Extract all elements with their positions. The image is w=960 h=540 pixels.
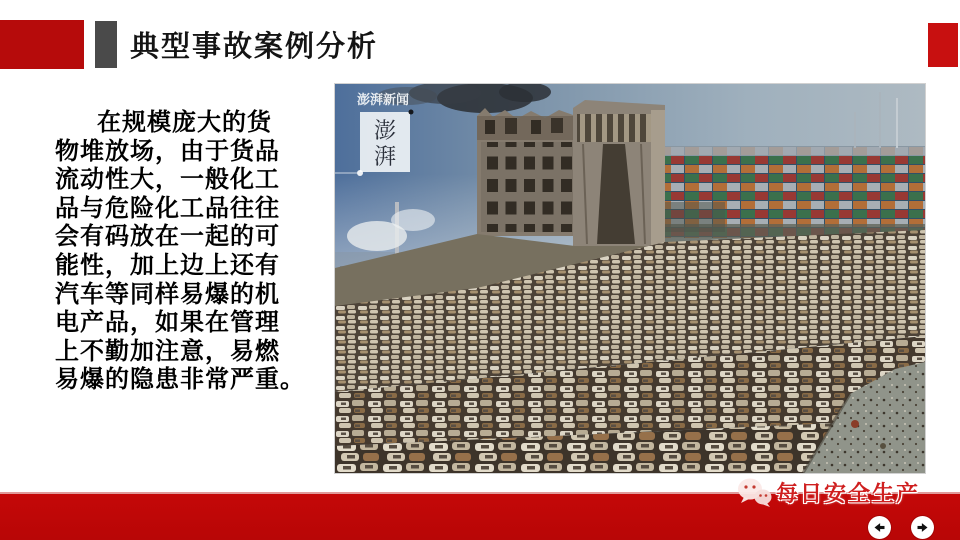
paragraph-line: 易爆的隐患非常严重。 [55,367,305,394]
watermark-seal-char: 湃 [373,144,397,169]
corner-red-block [928,23,958,67]
brand-name: 每日安全生产 [776,480,921,506]
paragraph-line: 能性，加上边上还有 [55,252,280,279]
explosion-aftermath-illustration [335,84,925,473]
arrow-left-icon [872,520,887,535]
header-gray-block [95,21,117,68]
paragraph-line: 会有码放在一起的可 [55,224,280,251]
next-slide-button[interactable] [911,516,934,539]
body-paragraph [55,109,315,395]
paragraph-line: 电产品，如果在管理 [55,310,280,337]
arrow-right-icon [915,520,930,535]
header-red-block [0,20,84,69]
slide-title: 典型事故案例分析 [130,31,379,63]
paragraph-line: 物堆放场，由于货品 [55,138,280,165]
watermark-text: 澎湃新闻 [357,92,410,107]
paragraph-line: 上不勤加注意，易燃 [55,338,280,365]
paragraph-line: 汽车等同样易爆的机 [55,281,280,308]
paragraph-line: 在规模庞大的货 [97,110,272,136]
accident-photo [335,84,925,473]
ruined-building [477,100,665,252]
wechat-icon [736,476,772,508]
paragraph-line: 品与危险化工品往往 [55,195,280,222]
watermark-seal-char: 澎 [373,118,397,143]
paragraph-line: 流动性大，一般化工 [55,167,280,194]
prev-slide-button[interactable] [868,516,891,539]
brand-logo [736,476,920,508]
